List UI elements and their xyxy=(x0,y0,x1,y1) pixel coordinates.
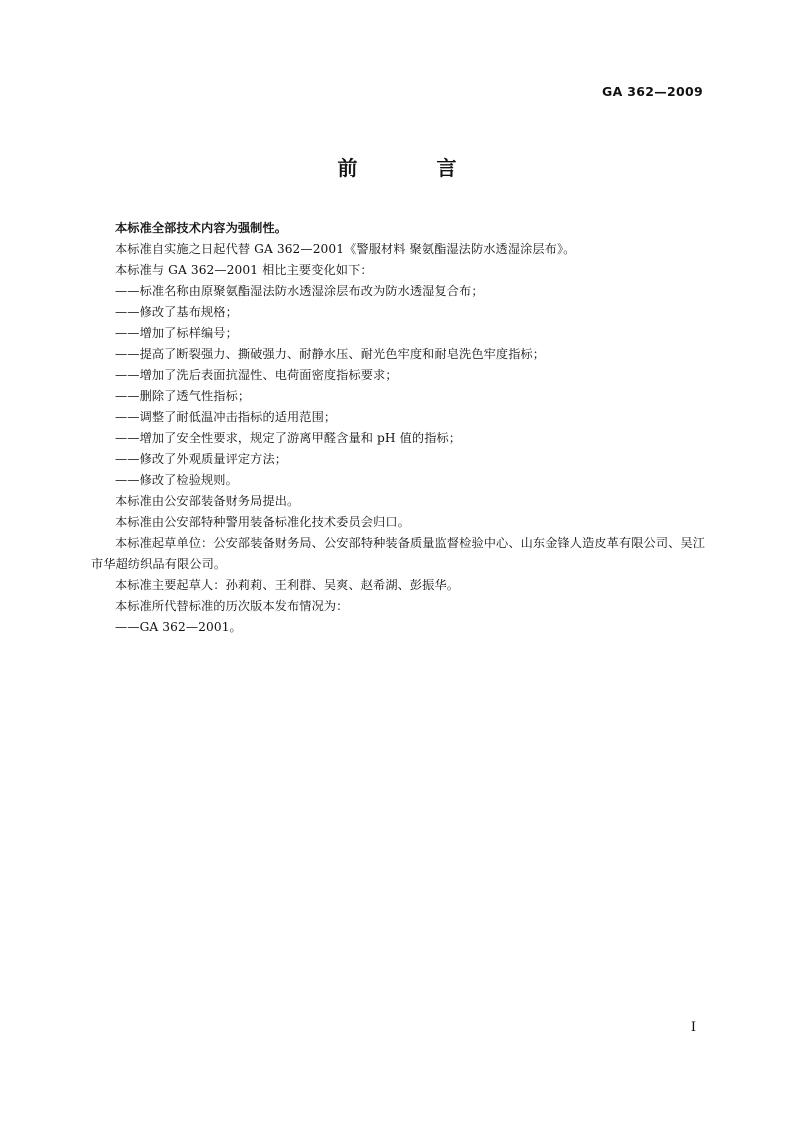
paragraph-version-history: 本标准所代替标准的历次版本发布情况为： xyxy=(115,599,349,613)
list-item: ——增加了安全性要求，规定了游离甲醛含量和 pH 值的指标； xyxy=(115,431,462,445)
list-item: ——提高了断裂强力、撕破强力、耐静水压、耐光色牢度和耐皂洗色牢度指标； xyxy=(115,347,546,361)
paragraph-mandatory-statement: 本标准全部技术内容为强制性。 xyxy=(115,221,288,235)
paragraph-changes-intro: 本标准与 GA 362—2001 相比主要变化如下： xyxy=(115,263,373,277)
list-item: ——调整了耐低温冲击指标的适用范围； xyxy=(115,410,337,424)
list-item: ——标准名称由原聚氨酯湿法防水透湿涂层布改为防水透湿复合布； xyxy=(115,284,484,298)
list-item: ——增加了洗后表面抗湿性、电荷面密度指标要求； xyxy=(115,368,398,382)
list-item: ——修改了外观质量评定方法； xyxy=(115,452,288,466)
standard-code: GA 362—2009 xyxy=(602,84,703,99)
page-title: 前 言 xyxy=(337,156,493,180)
paragraph-proposer: 本标准由公安部装备财务局提出。 xyxy=(115,494,300,508)
paragraph-technical-committee: 本标准由公安部特种警用装备标准化技术委员会归口。 xyxy=(115,515,410,529)
paragraph-replacement: 本标准自实施之日起代替 GA 362—2001《警服材料 聚氨酯湿法防水透湿涂层布》。 xyxy=(115,242,576,256)
foreword-body xyxy=(91,218,705,638)
list-item: ——增加了标样编号； xyxy=(115,326,238,340)
paragraph-drafters: 本标准主要起草人：孙莉莉、王利群、吴爽、赵希湖、彭振华。 xyxy=(115,578,460,592)
paragraph-drafting-units: 本标准起草单位：公安部装备财务局、公安部特种装备质量监督检验中心、山东金锋人造皮革有限公司、吴江市华超纺织品有限公司。 xyxy=(91,536,705,571)
list-item: ——删除了透气性指标； xyxy=(115,389,251,403)
list-item: ——修改了检验规则。 xyxy=(115,473,238,487)
page-number: I xyxy=(690,1020,696,1035)
list-item: ——修改了基布规格； xyxy=(115,305,238,319)
list-item: ——GA 362—2001。 xyxy=(115,620,242,634)
